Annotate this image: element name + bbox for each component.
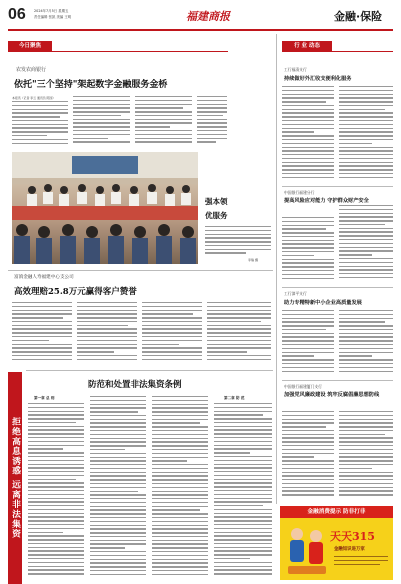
lead-body-col-1 [12, 101, 68, 145]
meeting-room-scene [12, 152, 198, 264]
ad-subtitle: 金融知识进万家 [334, 547, 365, 552]
section-title: 金融·保险 [334, 10, 383, 23]
brief-1-headline: 持续做好外汇收支便利化服务 [284, 76, 352, 82]
brief-1-kicker: 工行福清支行 [284, 67, 307, 72]
story3-chapter-1: 第一章 总 则 [34, 396, 55, 400]
page-number: 06 [8, 6, 26, 23]
column-divider [276, 34, 277, 504]
brief-3-headline: 助力专精特新中小企业高质量发展 [284, 300, 362, 306]
brief-1-col-b [339, 86, 393, 182]
story3-top-rule [26, 370, 273, 371]
story3-col-3 [152, 396, 208, 581]
brief-4-col-b [339, 411, 393, 501]
brief-3-kicker: 工行漳平支行 [284, 291, 307, 296]
story2-col-4 [207, 302, 271, 364]
header-rule [8, 29, 393, 31]
brief-3-rule [282, 287, 393, 288]
brief-2-rule [282, 186, 393, 187]
brief-1-col-a [282, 86, 334, 182]
story2-col-3 [142, 302, 202, 364]
story2-headline: 高效理赔25.8万元赢得客户赞誉 [14, 287, 137, 297]
story2-kicker: 富滇金融人寿福建中心支公司 [14, 275, 74, 280]
brief-2-col-b [339, 205, 393, 283]
story2-col-1 [12, 302, 72, 364]
story2-col-2 [77, 302, 137, 364]
ad-slogan: 天天315 [330, 530, 375, 543]
photo-credit: 李瑞 摄 [248, 258, 258, 262]
brief-4-rule [282, 380, 393, 381]
brief-3-col-a [282, 310, 334, 376]
story3-chapter-2: 第二章 防 范 [224, 396, 245, 400]
ad-footer-lines [334, 556, 388, 576]
right-section-tag: 行 业 动态 [282, 41, 393, 52]
lead-body-col-4 [197, 96, 227, 145]
story3-col-1 [28, 403, 84, 581]
anti-fraud-banner-text: 拒绝高息诱惑 远离非法集资 [10, 417, 20, 539]
brief-2-col-a [282, 217, 334, 283]
brief-4-kicker: 中国银行福建厦门支行 [284, 384, 322, 389]
photo-caption-text [205, 226, 271, 258]
brief-4-col-a [282, 411, 334, 501]
page-header [8, 6, 393, 28]
brief-2-kicker: 中国银行福建分行 [284, 190, 315, 195]
story2-top-rule [8, 270, 273, 271]
photo-caption-line2: 优服务 [205, 211, 228, 220]
lead-photo [12, 152, 198, 264]
editor-line: 责任编辑 张凯 美编 王明 [34, 15, 72, 19]
photo-caption-line1: 强本领 [205, 197, 228, 206]
lead-byline: 本报讯（记者 李云 通讯员 陈园） [12, 96, 56, 100]
anti-fraud-banner [8, 372, 22, 584]
brief-3-col-b [339, 310, 393, 376]
lead-body-col-2 [73, 96, 130, 145]
lead-body-col-3 [135, 96, 192, 145]
ad-figures-illustration [284, 522, 330, 578]
date-line: 2024年7月5日 星期五 [34, 9, 69, 13]
story3-col-4 [214, 403, 272, 581]
left-section-tag: 今日聚焦 [8, 41, 228, 52]
brief-2-headline: 提高风险应对能力 守护群众财产安全 [284, 198, 369, 204]
lead-headline: 依托"三个坚持"架起数字金融服务金桥 [14, 80, 168, 90]
masthead-logo: 福建商报 [186, 10, 230, 23]
story3-col-2 [90, 396, 146, 581]
lead-kicker: 农发农商银行 [16, 67, 47, 73]
ad-title-bar: 金融消费提示 防非打非 [280, 506, 393, 518]
story3-headline: 防范和处置非法集资条例 [88, 380, 182, 390]
consumer-notice-ad [280, 506, 393, 580]
brief-4-headline: 加强党风廉政建设 筑牢反腐倡廉思想防线 [284, 392, 380, 398]
